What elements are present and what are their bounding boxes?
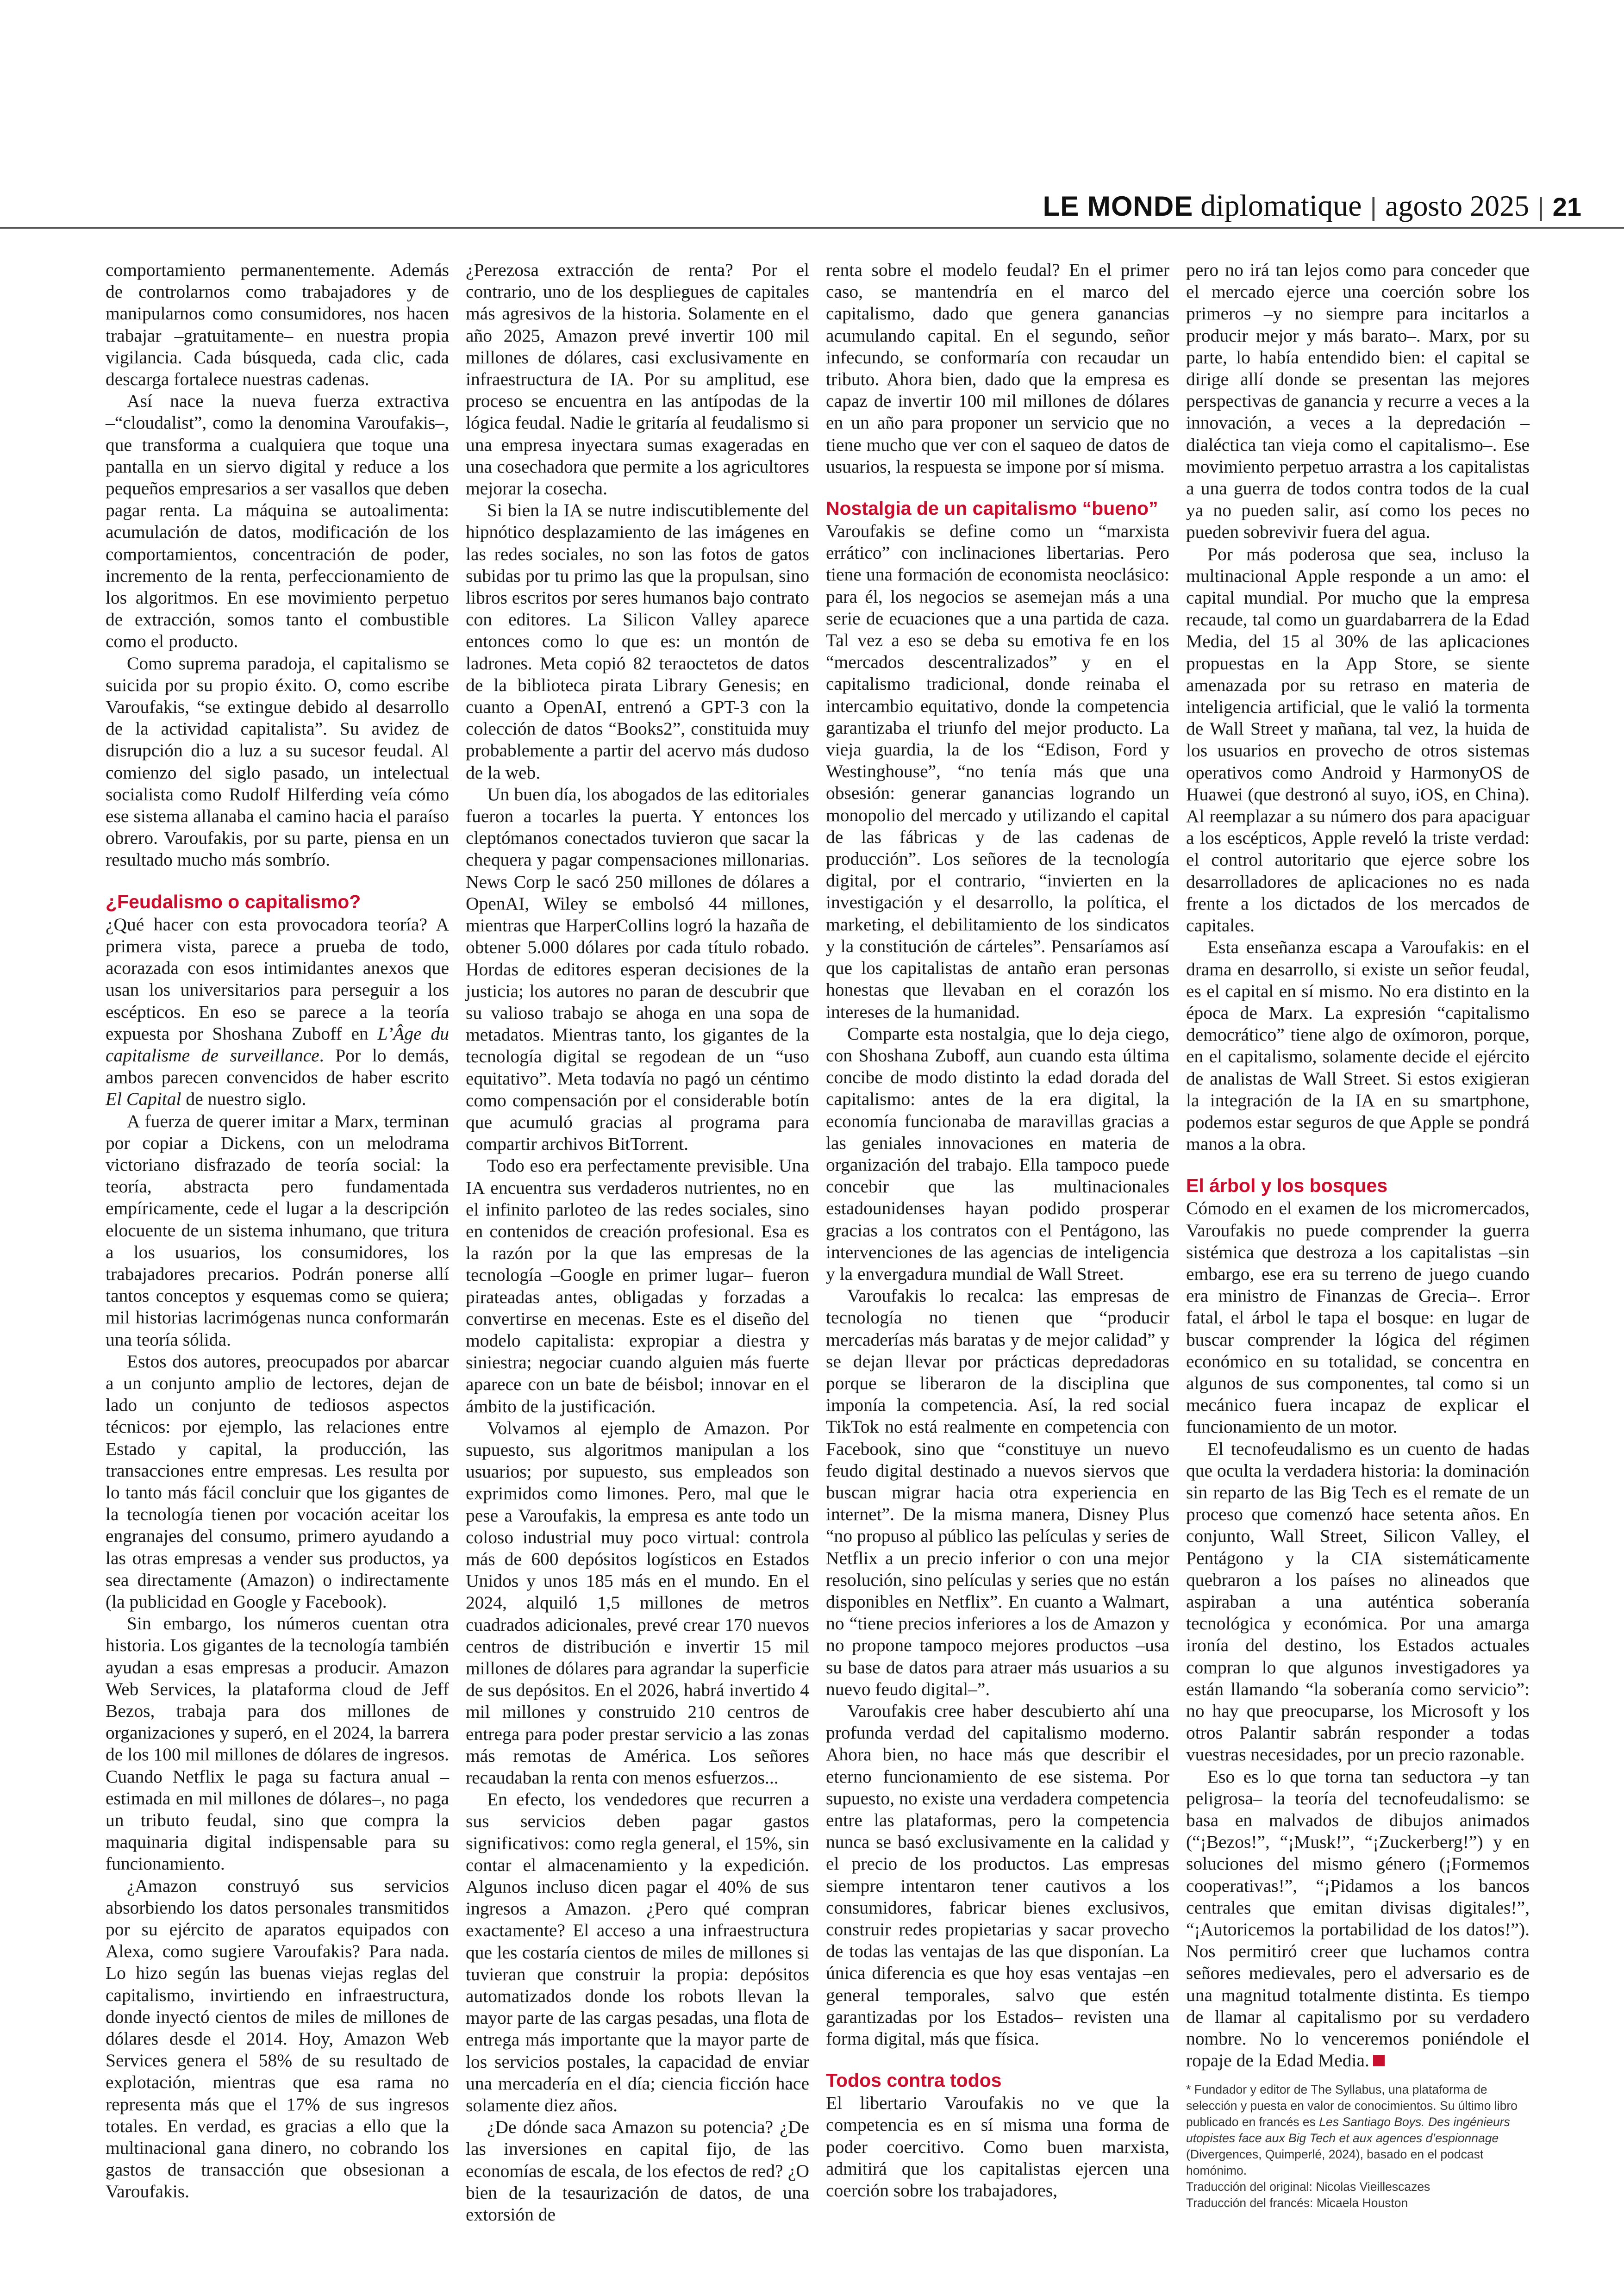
section-heading: ¿Feudalismo o capitalismo? xyxy=(106,891,361,912)
paragraph: Comparte esta nostalgia, que lo deja ciego, con Shoshana Zuboff, aun cuando esta última concibe de modo distinto la edad dorada del capitalismo: antes de la era digital, la economía funcionaba de maravillas gracias a las geniales innovaciones en materia de organización del trabajo. Ella tampoco puede concebir que las multinacionales estadounidenses hayan podido prosperar gracias a los contratos con el Pentágono, las intervenciones de las agencias de inteligencia y la envergadura mundial de Wall Street. xyxy=(826,1023,1169,1284)
paragraph: El tecnofeudalismo es un cuento de hadas que oculta la verdadera historia: la dominación sin reparto de las Big Tech es el remate de un proceso que comenzó hace setenta años. En conjunto, Wall Street, Silicon Valley, el Pentágono y la CIA sistemáticamente quebraron a los países no alineados que aspiraban a una auténtica soberanía tecnológica y económica. Por una amarga ironía del destino, los Estados actuales compran lo que algunos investigadores ya están llamando “la soberanía como servicio”: no hay que preocuparse, los Microsoft y los otros Palantir sabrán responder a todas vuestras necesidades, por un precio razonable. xyxy=(1186,1438,1530,1765)
paragraph: ¿Perezosa extracción de renta? Por el contrario, uno de los despliegues de capitales más agresivos de la historia. Solamente en el año 2025, Amazon prevé invertir 100 mil millones de dólares, casi exclusivamente en infraestructura de IA. Por su amplitud, ese proceso se encuentra en las antípodas de la lógica feudal. Nadie le gritaría al feudalismo si una empresa inyectara sumas exageradas en una cosechadora que permite a los agricultores mejorar la cosecha. xyxy=(466,260,809,499)
paragraph: Como suprema paradoja, el capitalismo se suicida por su propio éxito. O, como escribe Varoufakis, “se extingue debido al desarrollo de la actividad capitalista”. Su avidez de disrupción dio a luz a su sucesor feudal. Al comienzo del siglo pasado, un intelectual socialista como Rudolf Hilferding veía cómo ese sistema allanaba el camino hacia el paraíso obrero. Varoufakis, por su parte, piensa en un resultado mucho más sombrío. xyxy=(106,653,449,870)
translation-credit: Traducción del francés: Micaela Houston xyxy=(1186,2196,1408,2210)
paragraph: A fuerza de querer imitar a Marx, terminan por copiar a Dickens, con un melodrama victoriano disfrazado de teoría social: la teoría, abstracta pero fundamentada empíricamente, cede el lugar a la descripción elocuente de un sistema inhumano, que tritura a los usuarios, los consumidores, los trabajadores precarios. Podrán ponerse allí tantos conceptos y esquemas como se quiera; mil historias lacrimógenas nunca conformarán una teoría sólida. xyxy=(106,1110,449,1350)
paragraph: Así nace la nueva fuerza extractiva –“cloudalist”, como la denomina Varoufakis–, que transforma a cualquiera que toque una pantalla en un siervo digital y reduce a los pequeños empresarios a ser vasallos que deben pagar renta. La máquina se autoalimenta: acumulación de datos, modificación de los comportamientos, concentración de poder, incremento de la renta, perfeccionamiento de los algoritmos. En ese movimiento perpetuo de extracción, somos tanto el combustible como el producto. xyxy=(106,391,449,652)
section-heading: El árbol y los bosques xyxy=(1186,1175,1388,1197)
paragraph: Varoufakis lo recalca: las empresas de tecnología no tienen que “producir mercaderías más baratas y de mejor calidad” y se dejan llevar por prácticas depredadoras porque se liberaron de la disciplina que imponía la competencia. Así, la red social TikTok no está realmente en competencia con Facebook, sino que “constituye un nuevo feudo digital destinado a nuevos siervos que buscan migrar hacia otra experiencia en internet”. De la misma manera, Disney Plus “no propuso al público las películas y series de Netflix a un precio inferior o con una mejor resolución, sino películas y series que no están disponibles en Netflix”. En cuanto a Walmart, no “tiene precios inferiores a los de Amazon y no propone tampoco mejores productos –usa su base de datos para atraer más usuarios a su nuevo feudo digital–”. xyxy=(826,1285,1169,1699)
author-footnote xyxy=(1186,2082,1530,2211)
paragraph: Un buen día, los abogados de las editoriales fueron a tocarles la puerta. Y entonces los cleptómanos conectados tuvieron que sacar la chequera y pagar compensaciones millonarias. News Corp le sacó 250 millones de dólares a OpenAI, Wiley se embolsó 44 millones, mientras que HarperCollins logró la hazaña de obtener 5.000 dólares por cada título robado. Hordas de editores esperan decisiones de la justicia; los autores no paran de descubrir que su valioso trabajo se ahoga en una sopa de metadatos. Mientras tanto, los gigantes de la tecnología digital se regodean de un “uso equitativo”. Meta todavía no pagó un céntimo como compensación por el considerable botín que acumuló gracias al programa para compartir archivos BitTorrent. xyxy=(466,784,809,1154)
paragraph: Varoufakis cree haber descubierto ahí una profunda verdad del capitalismo moderno. Ahora bien, no hace más que describir el eterno funcionamiento de ese sistema. Por supuesto, no existe una verdadera competencia entre las plataformas, pero la competencia nunca se basó exclusivamente en la calidad y el precio de los productos. Las empresas siempre intentaron tener cautivos a los consumidores, fabricar bienes exclusivos, construir redes propietarias y sacar provecho de todas las ventajas de las que disponían. La única diferencia es que hoy esas ventajas –en general temporales, salvo que estén garantizadas por los Estados– revisten una forma digital, más que física. xyxy=(826,1701,1169,2049)
paragraph: renta sobre el modelo feudal? En el primer caso, se mantendría en el marco del capitalismo, dado que genera ganancias acumulando capital. En el segundo, señor infecundo, se conformaría con recaudar un tributo. Ahora bien, dado que la empresa es capaz de invertir 100 mil millones de dólares en un año para proponer un servicio que no tiene mucho que ver con el saqueo de datos de usuarios, la respuesta se impone por sí misma. xyxy=(826,260,1169,477)
paragraph: ¿Qué hacer con esta provocadora teoría? A primera vista, parece a prueba de todo, acorazada con esos intimidantes anexos que usan los universitarios para perseguir a los escépticos. En eso se parece a la teoría expuesta por Shoshana Zuboff en L’Âge du capitalisme de surveillance. Por lo demás, ambos parecen convencidos de haber escrito El Capital de nuestro siglo. xyxy=(106,914,450,1110)
translation-credit: Traducción del original: Nicolas Vieillescazes xyxy=(1186,2180,1430,2194)
column-4 xyxy=(1186,259,1530,2211)
header-rule xyxy=(0,227,1624,229)
paragraph: Cómodo en el examen de los micromercados, Varoufakis no puede comprender la guerra sistémica que destroza a los capitalistas –sin embargo, ese era su terreno de juego cuando era ministro de Finanzas de Grecia–. Error fatal, el árbol le tapa el bosque: en lugar de buscar comprender la lógica del régimen económico en su totalidad, se concentra en algunos de sus componentes, tal como si un mecánico fuera incapaz de explicar el funcionamiento de un motor. xyxy=(1186,1198,1530,1437)
section-heading: Nostalgia de un capitalismo “bueno” xyxy=(826,498,1158,519)
brand-le-monde: LE MONDE xyxy=(1043,191,1193,222)
column-1 xyxy=(106,259,449,2203)
closing-text: Eso es lo que torna tan seductora –y tan peligrosa– la teoría del tecnofeudalismo: se basa en malvados de dibujos animados (“¡Bezos!”, “¡Musk!”, “¡Zuckerberg!”) y en soluciones del mismo género (¡Formemos cooperativas!”, “¡Pidamos a los bancos centrales que emitan divisas digitales!”, “¡Autoricemos la portabilidad de los datos!”). Nos permitiró creer que luchamos contra señores medievales, pero el adversario es de una magnitud totalmente distinta. Es tiempo de llamar al capitalismo por su verdadero nombre. No lo venceremos poniéndole el ropaje de la Edad Media. xyxy=(1186,1766,1530,2071)
book-title: L’Âge du capitalisme de surveillance xyxy=(106,1023,449,1066)
header-separator: | xyxy=(1537,192,1544,221)
paragraph: En efecto, los vendedores que recurren a sus servicios deben pagar gastos significativos: como regla general, el 15%, sin contar el almacenamiento y la expedición. Algunos incluso dicen pagar el 40% de sus ingresos a Amazon. ¿Pero qué compran exactamente? El acceso a una infraestructura que les costaría cientos de miles de millones si tuvieran que construir la propia: depósitos automatizados donde los robots llevan la mayor parte de las cargas pesadas, una flota de entrega más importante que la mayor parte de los servicios postales, la capacidad de enviar una mercadería en el día; ciencia ficción hace solamente diez años. xyxy=(466,1789,809,2116)
paragraph: Esta enseñanza escapa a Varoufakis: en el drama en desarrollo, si existe un señor feudal, es el capital en sí mismo. No era distinto en la época de Marx. La expresión “capitalismo democrático” tiene algo de oxímoron, porque, en el capitalismo, solamente decide el ejército de analistas de Wall Street. Si estos exigieran la integración de la IA en su smartphone, podemos estar seguros de que Apple se pondrá manos a la obra. xyxy=(1186,937,1530,1154)
paragraph: Sin embargo, los números cuentan otra historia. Los gigantes de la tecnología también ayudan a esas empresas a producir. Amazon Web Services, la plataforma cloud de Jeff Bezos, trabaja para dos millones de organizaciones y superó, en el 2024, la barrera de los 100 mil millones de dólares de ingresos. Cuando Netflix le paga su factura anual –estimada en mil millones de dólares–, no paga un tributo feudal, sino que compra la maquinaria digital indispensable para su funcionamiento. xyxy=(106,1613,449,1874)
column-3 xyxy=(826,259,1169,2201)
paragraph: Estos dos autores, preocupados por abarcar a un conjunto amplio de lectores, dejan de lado un conjunto de tediosos aspectos técnicos: por ejemplo, las relaciones entre Estado y capital, la producción, las transacciones entre empresas. Les resulta por lo tanto más fácil concluir que los gigantes de la tecnología tienen por vocación aceitar los engranajes del consumo, primero ayudando a las otras empresas a vender sus productos, ya sea directamente (Amazon) o indirectamente (la publicidad en Google y Facebook). xyxy=(106,1351,449,1612)
section-heading: Todos contra todos xyxy=(826,2070,1002,2091)
end-mark-icon xyxy=(1373,2055,1385,2066)
paragraph: ¿De dónde saca Amazon su potencia? ¿De las inversiones en capital fijo, de las economías de escala, de los efectos de red? ¿O bien de la tesaurización de datos, de una extorsión de xyxy=(466,2117,809,2225)
book-title: El Capital xyxy=(106,1089,181,1110)
paragraph: Si bien la IA se nutre indiscutiblemente del hipnótico desplazamiento de las imágenes en las redes sociales, no son las fotos de gatos subidas por tu primo las que la propulsan, sino libros escritos por seres humanos bajo contrato con editores. La Silicon Valley aparece entonces como lo que es: un montón de ladrones. Meta copió 82 teraoctetos de datos de la biblioteca pirata Library Genesis; en cuanto a OpenAI, entrenó a GPT-3 con la colección de datos “Books2”, constituida muy probablemente a partir del acervo más dudoso de la web. xyxy=(466,500,809,783)
header-separator: | xyxy=(1370,192,1377,221)
paragraph: Todo eso era perfectamente previsible. Una IA encuentra sus verdaderos nutrientes, no en el infinito parloteo de las redes sociales, sino en contenidos de creación profesional. Esa es la razón por la que las empresas de la tecnología –Google en primer lugar– fueron pirateadas antes, obligadas y forzadas a convertirse en mecenas. Este es el diseño del modelo capitalista: expropiar a diestra y siniestra; negociar cuando alguien más fuerte aparece con un bate de béisbol; innovar en el ámbito de la justificación. xyxy=(466,1155,809,1416)
issue-date: agosto 2025 xyxy=(1385,189,1530,222)
page-header xyxy=(0,183,1624,229)
paragraph: pero no irá tan lejos como para conceder que el mercado ejerce una coerción sobre los primeros –y no siempre para incitarlos a producir mejor y más barato–. Marx, por su parte, lo había entendido bien: el capital se dirige allí donde se presentan las mejores perspectivas de ganancia y recurre a veces a la innovación, a veces a la depredación –dialéctica tan vieja como el capitalismo–. Ese movimiento perpetuo arrastra a los capitalistas a una guerra de todos contra todos de la cual ya no pueden salir, así como los peces no pueden sobrevivir fuera del agua. xyxy=(1186,260,1530,543)
page-number: 21 xyxy=(1552,192,1581,221)
paragraph: ¿Amazon construyó sus servicios absorbiendo los datos personales transmitidos por su ejército de aparatos equipados con Alexa, como sugiere Varoufakis? Para nada. Lo hizo según las buenas viejas reglas del capitalismo, invirtiendo en infraestructura, donde inyectó cientos de miles de millones de dólares desde el 2014. Hoy, Amazon Web Services genera el 58% de su resultado de explotación, mientras que esa rama no representa más que el 17% de sus ingresos totales. En verdad, es gracias a ello que la multinacional gana dinero, no cobrando los gastos de transacción que obsesionan a Varoufakis. xyxy=(106,1875,449,2202)
paragraph: El libertario Varoufakis no ve que la competencia es en sí misma una forma de poder coercitivo. Como buen marxista, admitirá que los capitalistas ejercen una coerción sobre los trabajadores, xyxy=(826,2093,1169,2201)
brand-diplomatique: diplomatique xyxy=(1200,189,1362,223)
paragraph: comportamiento permanentemente. Además de controlarnos como trabajadores y de manipularnos como consumidores, nos hacen trabajar –gratuitamente– en nuestra propia vigilancia. Cada búsqueda, cada clic, cada descarga fortalece nuestras cadenas. xyxy=(106,260,449,390)
masthead xyxy=(1043,188,1581,224)
paragraph: Volvamos al ejemplo de Amazon. Por supuesto, sus algoritmos manipulan a los usuarios; por supuesto, sus empleados son exprimidos como limones. Pero, mal que le pese a Varoufakis, la empresa es ante todo un coloso industrial muy poco virtual: controla más de 600 depósitos logísticos en Estados Unidos y unos 185 más en el mundo. En el 2024, alquiló 1,5 millones de metros cuadrados adicionales, prevé crear 170 nuevos centros de distribución e invertir 15 mil millones de dólares para agrandar la superficie de sus depósitos. En el 2026, habrá invertido 4 mil millones y construido 210 centros de entrega para poder prestar servicio a las zonas más remotas de América. Los señores recaudaban la renta con menos esfuerzos... xyxy=(466,1417,809,1788)
paragraph: Por más poderosa que sea, incluso la multinacional Apple responde a un amo: el capital mundial. Por mucho que la empresa recaude, tal como un guardabarrera de la Edad Media, del 15 al 30% de las aplicaciones propuestas en la App Store, se siente amenazada por su retraso en materia de inteligencia artificial, que le valió la tormenta de Wall Street y mañana, tal vez, la huida de los usuarios en provecho de otros sistemas operativos como Android y HarmonyOS de Huawei (que destronó al suyo, iOS, en China). Al reemplazar a su número dos para apaciguar a los escépticos, Apple reveló la triste verdad: el control autoritario que ejerce sobre los desarrolladores de aplicaciones no es nada frente a los dictados de los mercados de capitales. xyxy=(1186,543,1530,936)
paragraph: Varoufakis se define como un “marxista errático” con inclinaciones libertarias. Pero tiene una formación de economista neoclásico: para él, los negocios se asemejan más a una serie de ecuaciones que a una partida de caza. Tal vez a eso se deba su emotiva fe en los “mercados descentralizados” y en el capitalismo tradicional, donde reinaba el intercambio equitativo, donde la competencia garantizaba el triunfo del mejor producto. La vieja guardia, la de los “Edison, Ford y Westinghouse”, “no tenía más que una obsesión: generar ganancias logrando un monopolio del mercado y utilizando el capital de las fábricas y de las cadenas de producción”. Los señores de la tecnología digital, por el contrario, “invierten en la investigación y el desarrollo, la política, el marketing, el debilitamiento de los sindicatos y la constitución de cárteles”. Pensaríamos así que los capitalistas de antaño eran personas honestas que llevaban en el corazón los intereses de la humanidad. xyxy=(826,521,1169,1022)
book-title: Les Santiago Boys. Des ingénieurs utopistes face aux Big Tech et aux agences d’espionnage xyxy=(1186,2115,1510,2145)
author-note: * Fundador y editor de The Syllabus, una plataforma de selección y puesta en valor de conocimientos. Su último libro publicado en francés es Les Santiago Boys. Des ingénieurs utopistes face aux Big Tech et aux agences d’espionnage (Divergences, Quimperlé, 2024), basado en el podcast homónimo. xyxy=(1186,2083,1518,2178)
paragraph xyxy=(1186,1766,1530,2072)
column-2 xyxy=(466,259,809,2226)
